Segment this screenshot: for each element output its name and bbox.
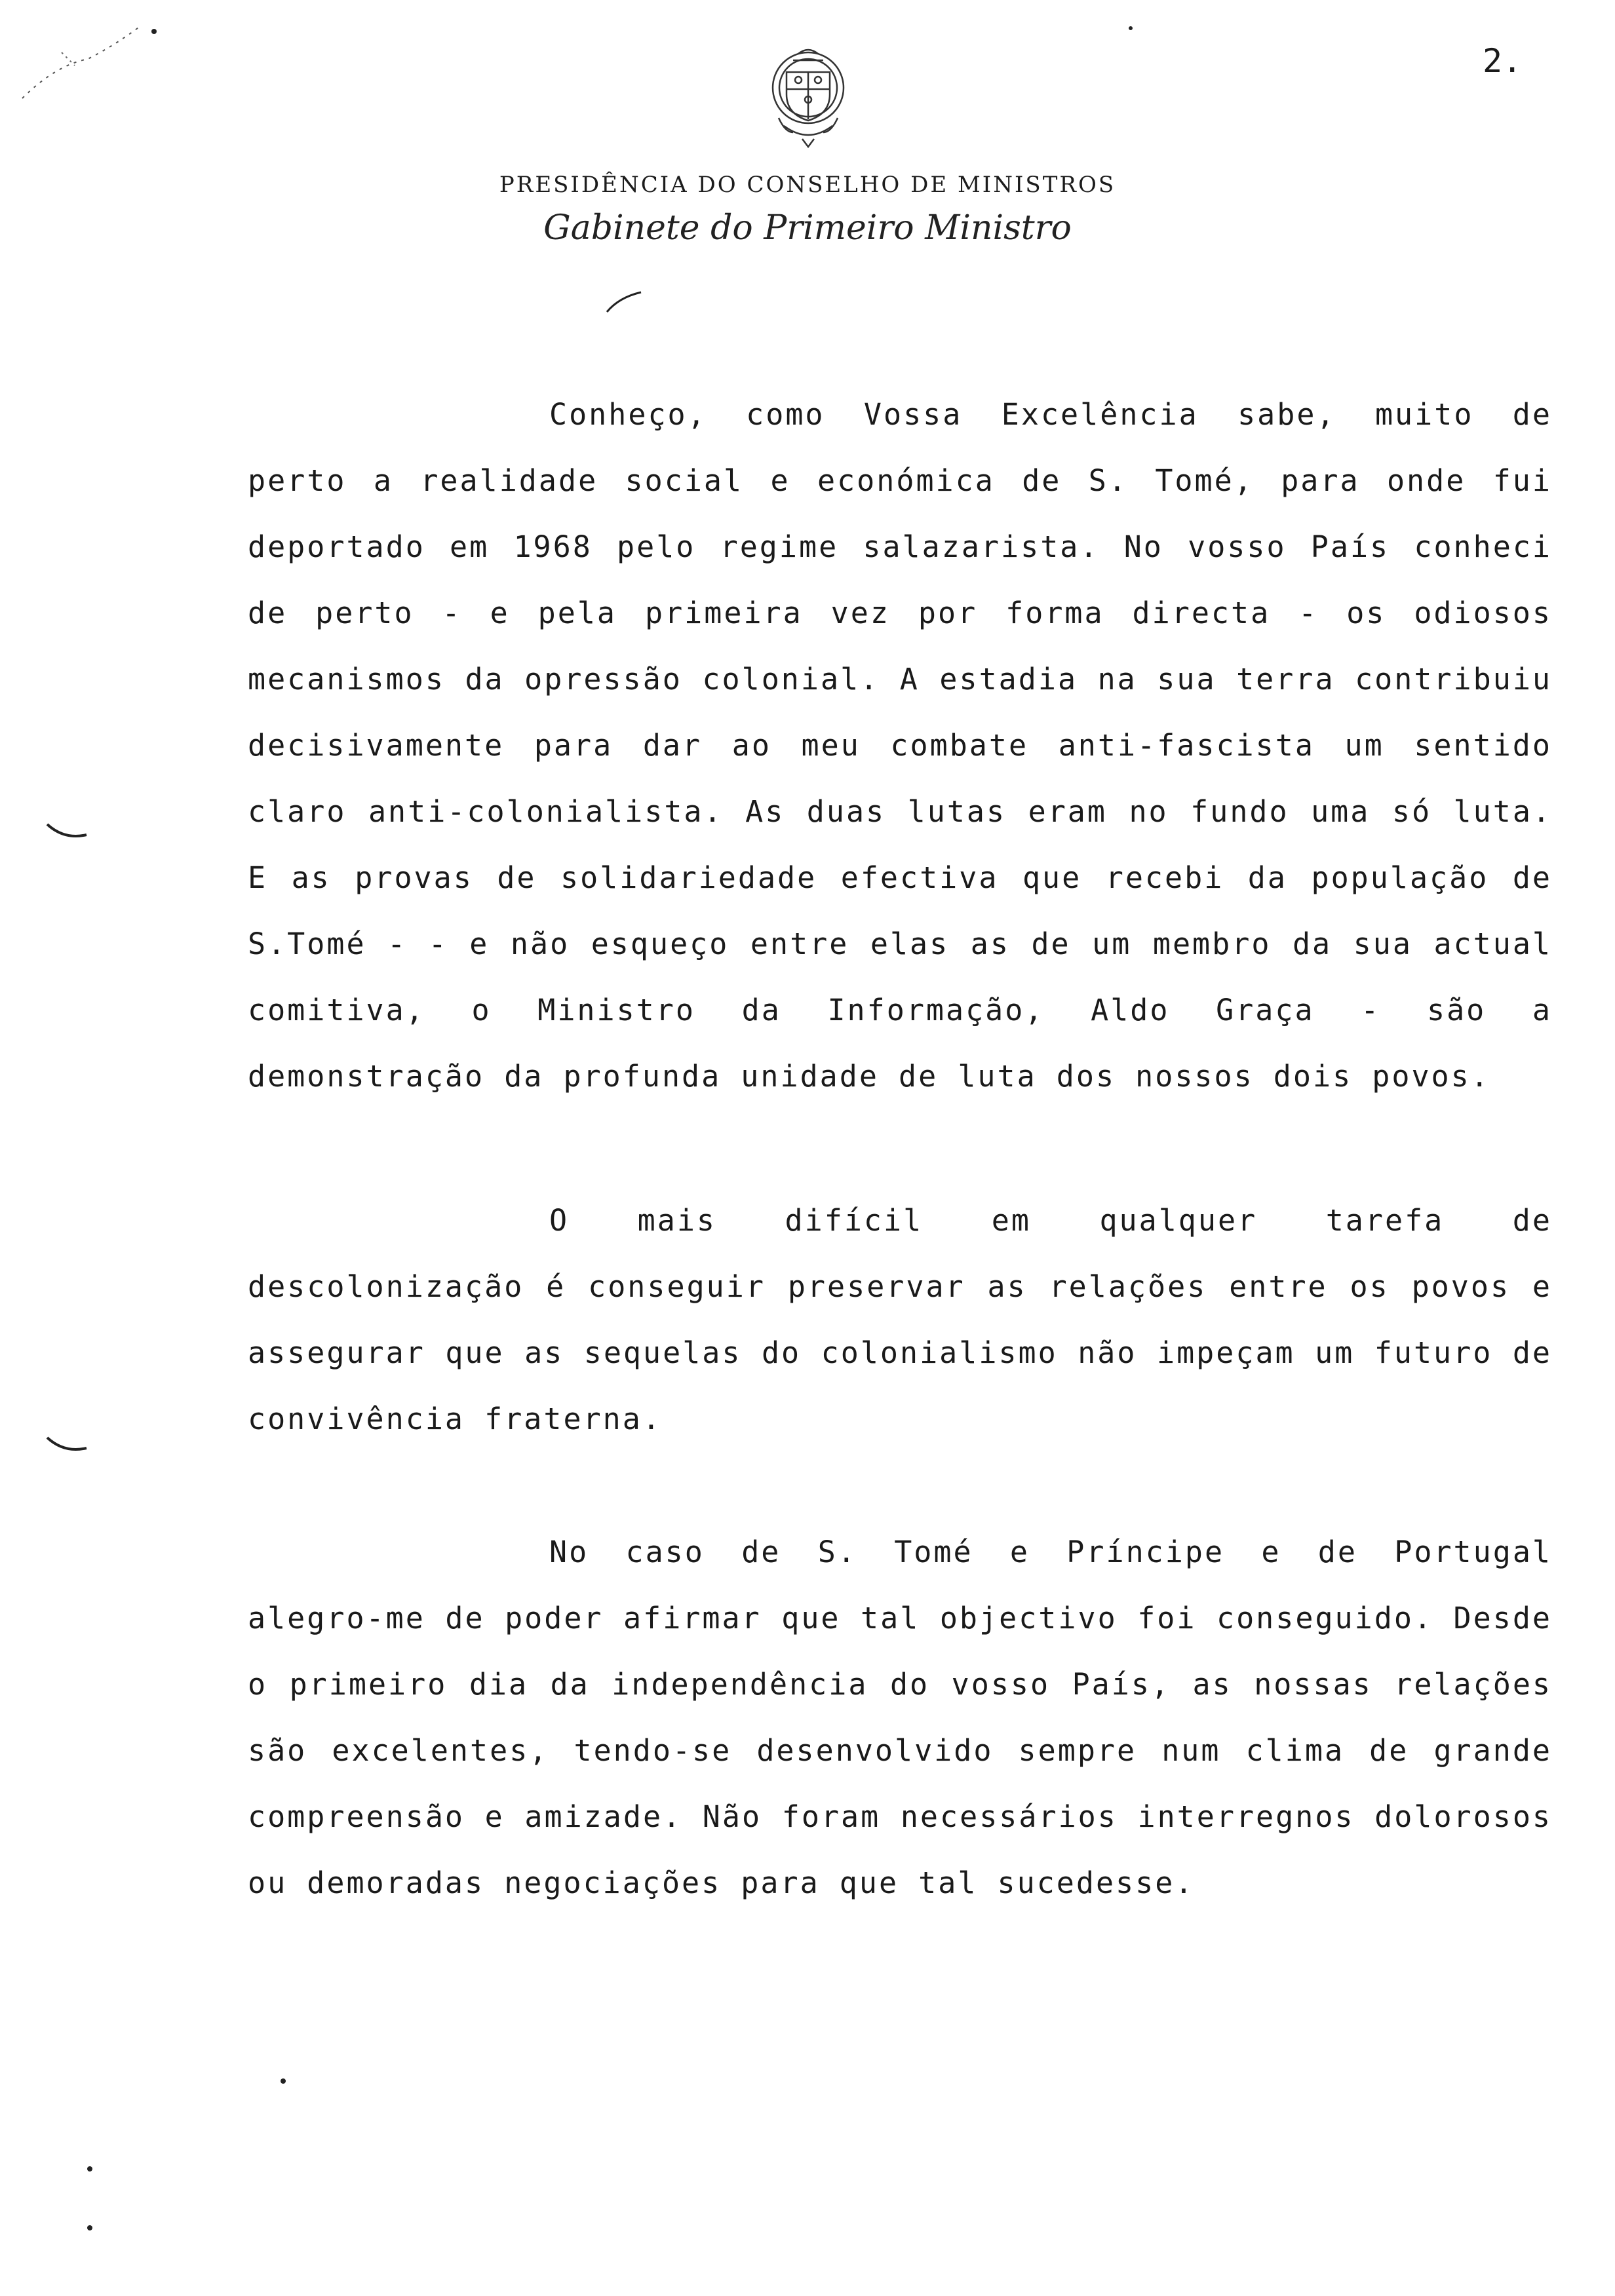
paragraph-2: O mais difícil em qualquer tarefa de descolonização é conseguir preservar as relações entre os povos e assegurar que as sequelas do colonialismo não impeçam um futuro de convivência fraterna. (248, 1203, 1552, 1436)
margin-speck (1129, 26, 1133, 30)
punch-hole-mark-icon (45, 1434, 90, 1457)
margin-speck (87, 2225, 92, 2230)
margin-speck (87, 2166, 92, 2172)
paragraph-1: Conheço, como Vossa Excelência sabe, muito de perto a realidade social e económica de S. Tomé, para onde fui deportado em 1968 pelo regime salazarista. No vosso País conheci de perto - e pela primeira vez por forma directa - os odiosos mecanismos da opressão colonial. A estadia na sua terra contribuiu decisivamente para dar ao meu combate anti-fascista um sentido claro anti-colonialista. As duas lutas eram no fundo uma só luta. E as provas de solidariedade efectiva que recebi da população de S.Tomé - - e não esqueço entre elas as de um membro da sua actual comitiva, o Ministro da Informação, Aldo Graça - são a demonstração da profunda unidade de luta dos nossos dois povos. (248, 397, 1552, 1094)
punch-hole-mark-icon (45, 820, 90, 844)
margin-speck (151, 29, 157, 34)
coat-of-arms-icon (746, 34, 870, 159)
paragraph-3: No caso de S. Tomé e Príncipe e de Portugal alegro-me de poder afirmar que tal objectivo foi conseguido. Desde o primeiro dia da independência do vosso País, as nossas relações são excelentes, tendo-se desenvolvido sempre num clima de grande compreensão e amizade. Não foram necessários interregnos dolorosos ou demoradas negociações para que tal sucedesse. (248, 1535, 1552, 1900)
pen-mark-icon (603, 290, 645, 316)
office-subheading: Gabinete do Primeiro Ministro (543, 208, 1072, 248)
institution-heading: PRESIDÊNCIA DO CONSELHO DE MINISTROS (499, 172, 1116, 198)
page-number: 2. (1483, 42, 1523, 80)
corner-scribble-icon (16, 20, 147, 105)
margin-speck (281, 2078, 286, 2084)
